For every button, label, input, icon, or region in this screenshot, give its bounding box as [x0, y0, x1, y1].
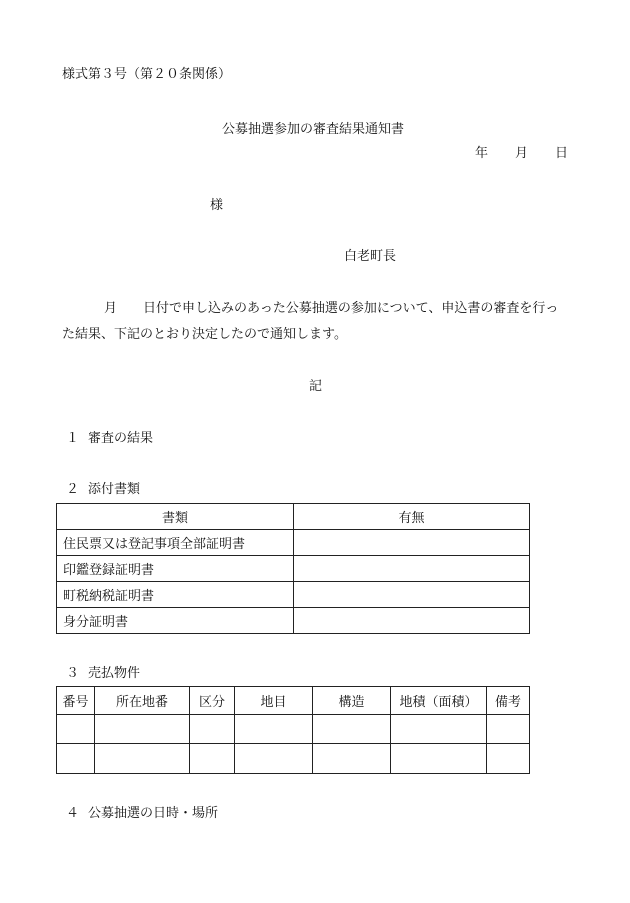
header-area: 地積（面積）: [391, 687, 487, 715]
date-month: 月: [515, 146, 529, 161]
section-2-label: 添付書類: [88, 482, 141, 497]
attachments-table: [56, 503, 530, 634]
body-line-2: た結果、下記のとおり決定したので通知します。: [62, 327, 347, 342]
table-header-row: [57, 504, 530, 530]
header-location: 所在地番: [95, 687, 190, 715]
category-cell: [190, 744, 235, 774]
section-1-label: 審査の結果: [88, 431, 154, 446]
section-4-number: ４: [66, 806, 80, 821]
date-year: 年: [475, 146, 489, 161]
structure-cell: [313, 744, 391, 774]
land-type-cell: [235, 744, 313, 774]
ki-heading: 記: [309, 379, 323, 394]
table-header-row: [57, 687, 530, 715]
header-land-type: 地目: [235, 687, 313, 715]
category-cell: [190, 715, 235, 744]
section-2-number: ２: [66, 482, 80, 497]
document-name: 町税納税証明書: [57, 582, 294, 608]
document-name: 印鑑登録証明書: [57, 556, 294, 582]
area-cell: [391, 744, 487, 774]
land-type-cell: [235, 715, 313, 744]
table-row: [57, 744, 530, 774]
issuer: 白老町長: [344, 249, 397, 264]
form-id: 様式第３号（第２０条関係）: [62, 67, 232, 82]
presence-cell: [294, 608, 530, 634]
table-row: [57, 530, 530, 556]
table-row: [57, 582, 530, 608]
section-3-label: 売払物件: [88, 666, 141, 681]
header-documents: 書類: [57, 504, 294, 530]
table-row: [57, 556, 530, 582]
presence-cell: [294, 582, 530, 608]
body-month: 月: [104, 301, 118, 316]
location-cell: [95, 715, 190, 744]
table-row: [57, 715, 530, 744]
document-name: 身分証明書: [57, 608, 294, 634]
remarks-cell: [487, 715, 530, 744]
document-title: 公募抽選参加の審査結果通知書: [222, 122, 405, 137]
header-category: 区分: [190, 687, 235, 715]
body-line-1: 日付で申し込みのあった公募抽選の参加について、申込書の審査を行っ: [143, 301, 559, 316]
addressee-suffix: 様: [210, 198, 224, 213]
presence-cell: [294, 556, 530, 582]
table-row: [57, 608, 530, 634]
section-3-number: ３: [66, 666, 80, 681]
presence-cell: [294, 530, 530, 556]
structure-cell: [313, 715, 391, 744]
date-day: 日: [555, 146, 569, 161]
document-name: 住民票又は登記事項全部証明書: [57, 530, 294, 556]
location-cell: [95, 744, 190, 774]
number-cell: [57, 744, 95, 774]
remarks-cell: [487, 744, 530, 774]
section-1-number: １: [66, 431, 80, 446]
property-table: [56, 686, 530, 774]
header-presence: 有無: [294, 504, 530, 530]
area-cell: [391, 715, 487, 744]
header-structure: 構造: [313, 687, 391, 715]
section-4-label: 公募抽選の日時・場所: [88, 806, 219, 821]
header-number: 番号: [57, 687, 95, 715]
number-cell: [57, 715, 95, 744]
header-remarks: 備考: [487, 687, 530, 715]
